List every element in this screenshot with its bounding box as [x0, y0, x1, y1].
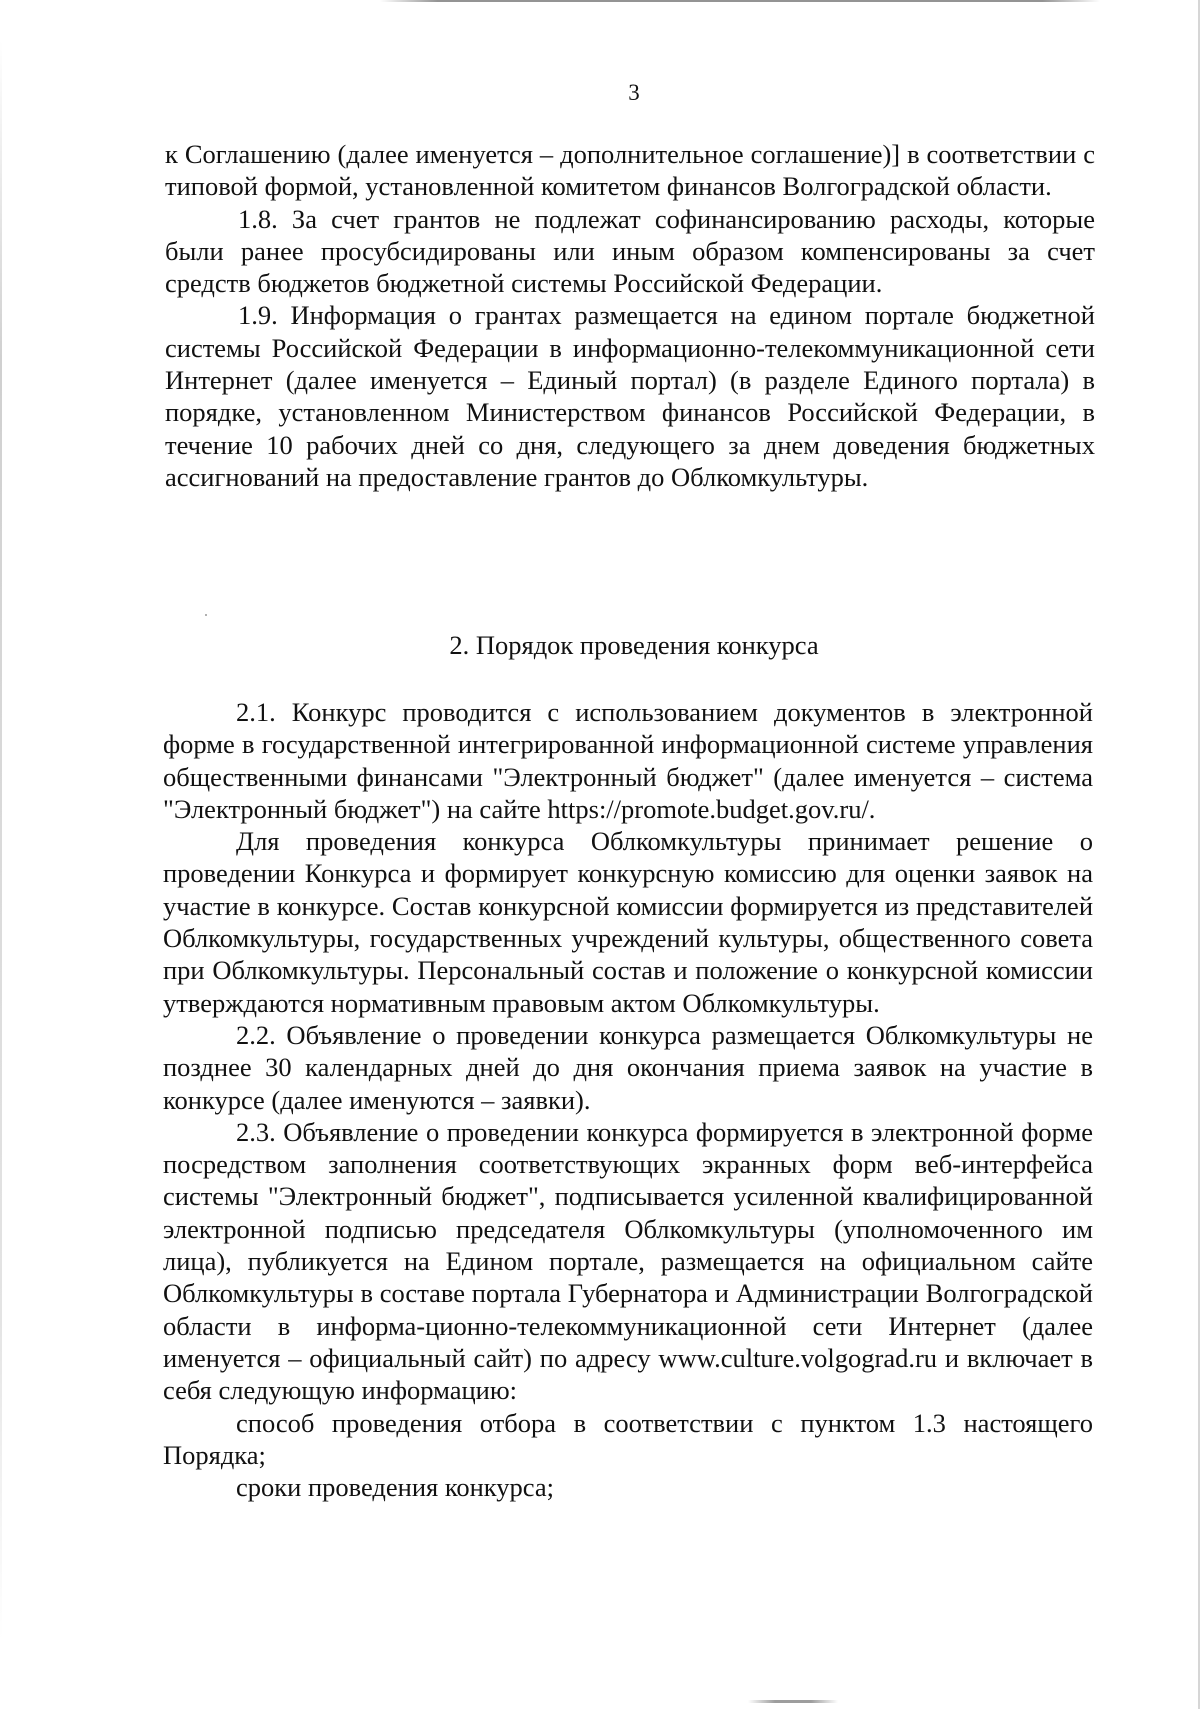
- section-2-text: [163, 696, 1093, 1503]
- scan-speck: [205, 614, 207, 616]
- paragraph-2-3: 2.3. Объявление о проведении конкурса формируется в электронной форме посредством заполнения соответствующих экранных форм веб-интерфейса системы "Электронный бюджет", подписывается усиленной квалифицированной электронной подписью председателя Облкомкультуры (уполномоченного им лица), публикуется на Едином портале, размещается на официальном сайте Облкомкультуры в составе портала Губернатора и Администрации Волгоградской области в информа-ционно-телекоммуникационной сети Интернет (далее именуется – официальный сайт) по адресу www.culture.volgograd.ru и включает в себя следующую информацию:: [163, 1116, 1093, 1406]
- section-1-text: [165, 138, 1095, 493]
- paragraph-2-1: 2.1. Конкурс проводится с использованием документов в электронной форме в государственной интегрированной информационной системе управления общественными финансами "Электронный бюджет" (далее именуется – система "Электронный бюджет") на сайте https://promote.budget.gov.ru/.: [163, 697, 1093, 824]
- scan-edge-left: [0, 40, 2, 1640]
- paragraph-1-9: 1.9. Информация о грантах размещается на едином портале бюджетной системы Российской Федерации в информационно-телекоммуникационной сети Интернет (далее именуется – Единый портал) (в разделе Единого портала) в порядке, установленном Министерством финансов Российской Федерации, в течение 10 рабочих дней со дня, следующего за днем доведения бюджетных ассигнований на предоставление грантов до Облкомкультуры.: [165, 300, 1095, 492]
- list-item-dates: сроки проведения конкурса;: [236, 1472, 554, 1503]
- section-heading: 2. Порядок проведения конкурса: [449, 630, 819, 660]
- paragraph-1-8: 1.8. За счет грантов не подлежат софинансированию расходы, которые были ранее просубсидированы или иным образом компенсированы за счет средств бюджетов бюджетной системы Российской Федерации.: [165, 203, 1095, 299]
- list-item-method: способ проведения отбора в соответствии с пунктом 1.3 настоящего Порядка;: [163, 1407, 1093, 1470]
- paragraph-continuation: к Соглашению (далее именуется – дополнительное соглашение)] в соответствии с типовой формой, установленной комитетом финансов Волгоградской области.: [165, 139, 1095, 202]
- paragraph-2-2: 2.2. Объявление о проведении конкурса размещается Облкомкультуры не позднее 30 календарных дней до дня окончания приема заявок на участие в конкурсе (далее именуются – заявки).: [163, 1019, 1093, 1115]
- scan-edge-bottom: [748, 1700, 838, 1703]
- paragraph-commission: Для проведения конкурса Облкомкультуры принимает решение о проведении Конкурса и формирует конкурсную комиссию для оценки заявок на участие в конкурсе. Состав конкурсной комиссии формируется из представителей Облкомкультуры, государственных учреждений культуры, общественного совета при Облкомкультуры. Персональный состав и положение о конкурсной комиссии утверждаются нормативным правовым актом Облкомкультуры.: [163, 826, 1093, 1018]
- page-number: 3: [628, 80, 640, 105]
- scan-edge-top: [380, 0, 1100, 2]
